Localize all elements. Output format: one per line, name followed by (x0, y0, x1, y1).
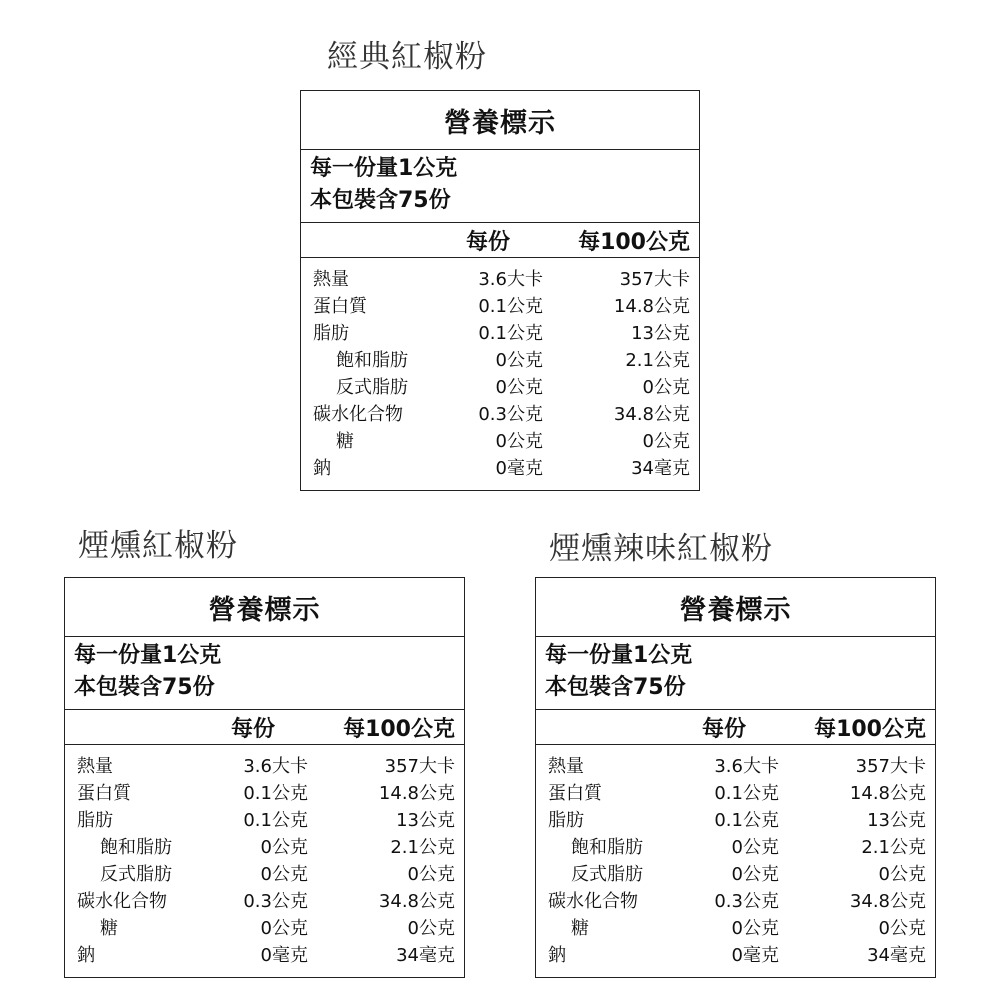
nutrient-row (301, 320, 699, 347)
value-per-100g: 14.8公克 (378, 783, 455, 804)
nutrient-row (301, 374, 699, 401)
nutrition-label (535, 577, 936, 978)
value-per-serving: 0公克 (731, 864, 779, 885)
value-per-serving: 0毫克 (731, 945, 779, 966)
product-title: 煙燻辣味紅椒粉 (549, 531, 773, 567)
servings-per-package: 本包裝含75份 (545, 675, 686, 700)
label-heading: 營養標示 (536, 578, 935, 637)
nutrient-row (536, 888, 935, 915)
serving-info (536, 637, 935, 710)
value-per-serving: 0.1公克 (714, 810, 779, 831)
nutrient-name: 飽和脂肪 (336, 350, 408, 371)
value-per-serving: 0.3公克 (714, 891, 779, 912)
servings-per-package: 本包裝含75份 (310, 188, 451, 213)
nutrient-row (65, 915, 464, 942)
nutrient-name: 脂肪 (548, 810, 584, 831)
nutrient-row (301, 428, 699, 455)
value-per-serving: 0.1公克 (243, 783, 308, 804)
value-per-100g: 34毫克 (867, 945, 926, 966)
value-per-100g: 13公克 (396, 810, 455, 831)
value-per-100g: 13公克 (631, 323, 690, 344)
nutrient-rows (301, 258, 699, 482)
nutrient-row (301, 455, 699, 482)
value-per-100g: 0公克 (407, 864, 455, 885)
nutrient-name: 蛋白質 (313, 296, 367, 317)
value-per-100g: 357大卡 (384, 756, 455, 777)
value-per-serving: 0公克 (495, 431, 543, 452)
nutrient-row (65, 780, 464, 807)
nutrient-name: 反式脂肪 (336, 377, 408, 398)
value-per-100g: 14.8公克 (849, 783, 926, 804)
nutrient-row (301, 347, 699, 374)
label-heading: 營養標示 (301, 91, 699, 150)
nutrient-row (301, 266, 699, 293)
serving-info (301, 150, 699, 223)
serving-info (65, 637, 464, 710)
value-per-serving: 0公克 (260, 918, 308, 939)
nutrient-row (65, 753, 464, 780)
column-header-per-serving: 每份 (230, 717, 275, 742)
nutrient-name: 糖 (100, 918, 118, 939)
nutrient-name: 鈉 (313, 458, 331, 479)
nutrient-row (65, 834, 464, 861)
column-headers (65, 710, 464, 745)
nutrient-name: 飽和脂肪 (100, 837, 172, 858)
value-per-100g: 0公克 (642, 431, 690, 452)
nutrient-name: 碳水化合物 (548, 891, 638, 912)
nutrient-row (536, 753, 935, 780)
value-per-serving: 0毫克 (495, 458, 543, 479)
value-per-serving: 0公克 (260, 864, 308, 885)
nutrient-row (65, 888, 464, 915)
label-heading: 營養標示 (65, 578, 464, 637)
nutrient-name: 糖 (571, 918, 589, 939)
value-per-100g: 2.1公克 (625, 350, 690, 371)
nutrient-row (536, 834, 935, 861)
value-per-100g: 34毫克 (631, 458, 690, 479)
value-per-serving: 0.1公克 (478, 323, 543, 344)
value-per-100g: 2.1公克 (861, 837, 926, 858)
product-title: 煙燻紅椒粉 (78, 528, 238, 564)
value-per-serving: 0.1公克 (478, 296, 543, 317)
serving-size: 每一份量1公克 (545, 643, 693, 668)
nutrient-row (65, 807, 464, 834)
nutrient-rows (536, 745, 935, 969)
value-per-100g: 0公克 (642, 377, 690, 398)
value-per-serving: 3.6大卡 (714, 756, 779, 777)
nutrient-name: 蛋白質 (77, 783, 131, 804)
nutrient-name: 脂肪 (313, 323, 349, 344)
value-per-serving: 0公克 (260, 837, 308, 858)
nutrient-name: 脂肪 (77, 810, 113, 831)
nutrient-row (65, 942, 464, 969)
value-per-100g: 34毫克 (396, 945, 455, 966)
nutrient-row (536, 780, 935, 807)
nutrient-name: 碳水化合物 (313, 404, 403, 425)
nutrition-label (64, 577, 465, 978)
nutrient-name: 飽和脂肪 (571, 837, 643, 858)
nutrient-name: 蛋白質 (548, 783, 602, 804)
value-per-serving: 0.1公克 (714, 783, 779, 804)
value-per-serving: 0毫克 (260, 945, 308, 966)
value-per-100g: 34.8公克 (378, 891, 455, 912)
value-per-serving: 3.6大卡 (243, 756, 308, 777)
column-header-per-100g: 每100公克 (814, 717, 926, 742)
value-per-100g: 14.8公克 (613, 296, 690, 317)
nutrient-name: 反式脂肪 (100, 864, 172, 885)
value-per-serving: 0公克 (495, 377, 543, 398)
value-per-serving: 0公克 (495, 350, 543, 371)
nutrient-rows (65, 745, 464, 969)
column-header-per-serving: 每份 (701, 717, 746, 742)
value-per-serving: 0.3公克 (243, 891, 308, 912)
value-per-100g: 357大卡 (619, 269, 690, 290)
value-per-100g: 13公克 (867, 810, 926, 831)
nutrient-name: 糖 (336, 431, 354, 452)
column-header-per-100g: 每100公克 (578, 230, 690, 255)
nutrient-row (301, 401, 699, 428)
column-header-per-serving: 每份 (465, 230, 510, 255)
value-per-100g: 34.8公克 (849, 891, 926, 912)
nutrient-row (65, 861, 464, 888)
nutrient-row (536, 807, 935, 834)
value-per-100g: 34.8公克 (613, 404, 690, 425)
value-per-serving: 0公克 (731, 918, 779, 939)
nutrient-row (536, 915, 935, 942)
nutrition-label (300, 90, 700, 491)
value-per-serving: 3.6大卡 (478, 269, 543, 290)
nutrient-name: 熱量 (548, 756, 584, 777)
serving-size: 每一份量1公克 (310, 156, 458, 181)
nutrient-name: 碳水化合物 (77, 891, 167, 912)
value-per-100g: 357大卡 (855, 756, 926, 777)
servings-per-package: 本包裝含75份 (74, 675, 215, 700)
nutrient-name: 反式脂肪 (571, 864, 643, 885)
value-per-serving: 0.3公克 (478, 404, 543, 425)
nutrient-row (301, 293, 699, 320)
nutrient-name: 鈉 (77, 945, 95, 966)
value-per-100g: 0公克 (878, 918, 926, 939)
value-per-serving: 0公克 (731, 837, 779, 858)
column-headers (301, 223, 699, 258)
nutrient-row (536, 942, 935, 969)
nutrient-row (536, 861, 935, 888)
value-per-100g: 0公克 (878, 864, 926, 885)
value-per-100g: 0公克 (407, 918, 455, 939)
column-headers (536, 710, 935, 745)
nutrient-name: 熱量 (313, 269, 349, 290)
serving-size: 每一份量1公克 (74, 643, 222, 668)
product-title: 經典紅椒粉 (327, 39, 487, 75)
nutrient-name: 鈉 (548, 945, 566, 966)
value-per-100g: 2.1公克 (390, 837, 455, 858)
value-per-serving: 0.1公克 (243, 810, 308, 831)
column-header-per-100g: 每100公克 (343, 717, 455, 742)
nutrient-name: 熱量 (77, 756, 113, 777)
